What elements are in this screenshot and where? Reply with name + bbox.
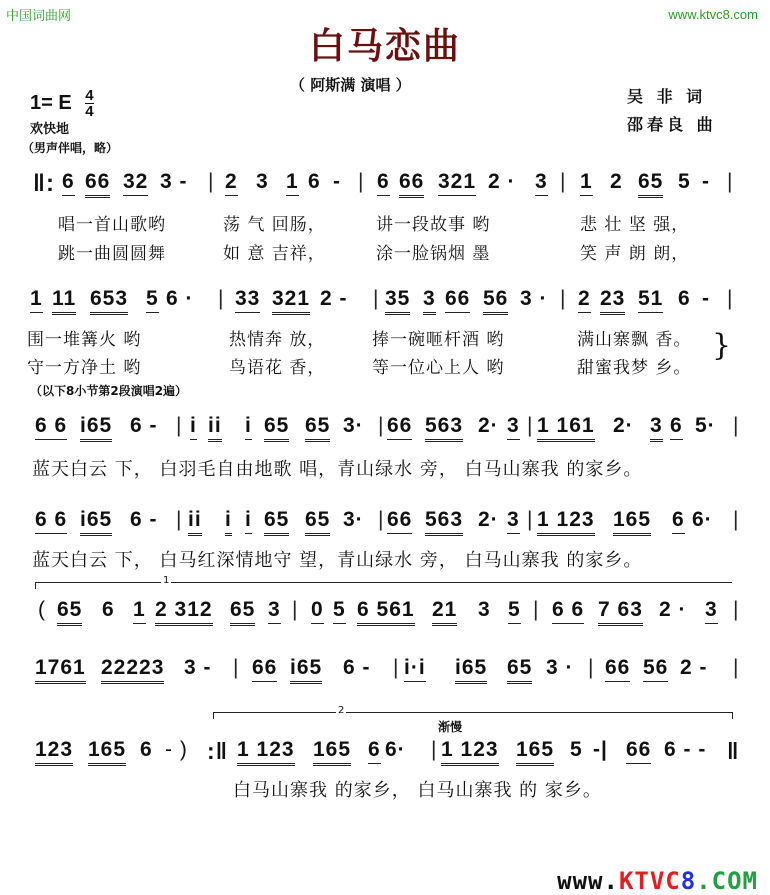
note-group: 165 xyxy=(313,738,351,766)
note-group: 6 xyxy=(368,738,381,764)
note-group: 0 xyxy=(311,598,324,624)
note-group: 3 xyxy=(423,287,436,315)
barline: | xyxy=(393,656,400,679)
barline: | xyxy=(560,287,567,310)
barline: | xyxy=(233,656,240,679)
note-group: i xyxy=(225,508,232,536)
note-group: 6 xyxy=(102,598,115,621)
barline: | xyxy=(588,656,595,679)
note-group: ii xyxy=(188,508,202,536)
note-group: 51 xyxy=(638,287,663,313)
note-group: 5 xyxy=(333,598,346,624)
note-group: 65 xyxy=(638,170,663,198)
note-group: 21 xyxy=(432,598,457,626)
verse-brace: } xyxy=(712,328,732,363)
note-group: 653 xyxy=(90,287,128,315)
note-group: 1 123 xyxy=(237,738,295,766)
note-group: 3 · xyxy=(520,287,548,310)
note-group: 6 - xyxy=(130,508,158,531)
note-group: 22223 xyxy=(101,656,164,684)
note-group: 563 xyxy=(425,508,463,536)
note-group: 5· xyxy=(695,414,716,437)
note-group: 6 xyxy=(140,738,153,761)
barline: | xyxy=(733,414,740,437)
note-group: 563 xyxy=(425,414,463,442)
note-group: 6 561 xyxy=(357,598,415,626)
repeat-start: ‖: xyxy=(33,170,55,197)
repeat-instruction: （以下8小节第2段演唱2遍） xyxy=(30,384,188,398)
note-group: 11 xyxy=(52,287,76,315)
note-group: 35 xyxy=(385,287,410,315)
note-group: 6 xyxy=(670,414,683,440)
note-group: 56 xyxy=(483,287,508,315)
note-group: 3 xyxy=(705,598,718,624)
note-group: 1761 xyxy=(35,656,86,684)
note-group: 5 xyxy=(146,287,159,313)
final-barline: ‖ xyxy=(727,738,740,764)
note-group: 32 xyxy=(123,170,148,196)
lyricist-credit: 吴 非 词 xyxy=(627,87,707,106)
paren-open: ( xyxy=(38,598,46,621)
note-group: 165 xyxy=(613,508,651,536)
lyric-chorus-1: 蓝天白云 下， 白羽毛自由地歌 唱，青山绿水 旁， 白马山寨我 的家乡。 xyxy=(32,459,643,480)
note-group: 66 xyxy=(399,170,424,198)
note-group: 3 - xyxy=(184,656,212,679)
volta-bracket-2: 2 xyxy=(213,712,733,719)
barline: | xyxy=(527,508,534,531)
note-group: 5 xyxy=(678,170,691,193)
note-group: 165 xyxy=(516,738,554,766)
barline: | xyxy=(733,598,740,621)
note-group: 7 63 xyxy=(598,598,643,626)
note-group: 3 xyxy=(256,170,269,193)
note-group: 65 xyxy=(507,656,532,684)
note-group: 2 - xyxy=(320,287,348,310)
barline: | xyxy=(378,508,385,531)
note-group: 6 xyxy=(308,170,321,193)
note-group: 65 xyxy=(57,598,82,626)
note-group: 6 6 xyxy=(35,414,67,440)
note-group: - ) xyxy=(165,738,188,761)
note-group: 3 xyxy=(268,598,281,624)
repeat-end: :‖ xyxy=(207,738,229,764)
song-title: 白马恋曲 xyxy=(308,26,461,67)
note-group: 1 xyxy=(580,170,593,196)
site-url-right: www.ktvc8.com xyxy=(668,7,758,22)
note-group: - xyxy=(702,170,710,193)
note-group: 6 - - xyxy=(664,738,707,761)
note-group: ii xyxy=(208,414,222,442)
barline: | xyxy=(533,598,540,621)
composer-credit: 邵春良 曲 xyxy=(627,115,717,134)
note-group: 56 xyxy=(643,656,668,682)
note-group: 23 xyxy=(600,287,625,315)
note-group: 2 xyxy=(610,170,623,193)
note-group: 3 xyxy=(478,598,491,621)
time-sig-bottom: 4 xyxy=(85,103,94,120)
note-group: i xyxy=(245,414,252,440)
note-group: 1 xyxy=(133,598,146,624)
barline: | xyxy=(218,287,225,310)
key-label: 1= E xyxy=(30,91,72,114)
note-group: 66 xyxy=(387,508,412,534)
note-group: 3 - xyxy=(160,170,188,193)
note-group: 6 6 xyxy=(552,598,584,624)
volta-bracket-1-ext xyxy=(349,582,732,589)
note-group: 66 xyxy=(85,170,110,198)
note-group: 6 · xyxy=(166,287,194,310)
note-group: 3 · xyxy=(546,656,574,679)
note-group: 2· xyxy=(478,508,499,531)
barline: | xyxy=(358,170,365,193)
note-group: 2 xyxy=(578,287,591,313)
note-group: 6 xyxy=(672,508,685,534)
note-group: 65 xyxy=(230,598,255,626)
lyric-chorus-2: 蓝天白云 下， 白马红深情地守 望，青山绿水 旁， 白马山寨我 的家乡。 xyxy=(32,550,643,571)
note-group: 66 xyxy=(445,287,470,313)
note-group: 3· xyxy=(343,508,364,531)
note-group: 321 xyxy=(272,287,310,315)
note-group: 6· xyxy=(385,738,406,761)
note-group: 65 xyxy=(264,414,289,442)
note-group: i xyxy=(245,508,252,534)
note-group: - xyxy=(702,287,710,310)
note-group: 2 xyxy=(225,170,238,196)
note-group: 1 xyxy=(30,287,43,313)
note-group: 6 - xyxy=(343,656,371,679)
barline: | xyxy=(560,170,567,193)
barline: | xyxy=(373,287,380,310)
accompaniment-note: （男声伴唱，略） xyxy=(22,141,119,155)
note-group: i xyxy=(190,414,197,440)
note-group: 66 xyxy=(252,656,277,682)
barline: | xyxy=(431,738,438,761)
barline: | xyxy=(176,414,183,437)
note-group: - xyxy=(333,170,341,193)
barline: | xyxy=(292,598,299,621)
note-group: -| xyxy=(593,738,608,761)
note-group: 1 123 xyxy=(537,508,595,536)
note-group: 165 xyxy=(88,738,126,766)
site-name-left: 中国词曲网 xyxy=(6,9,72,24)
note-group: 65 xyxy=(305,508,330,536)
note-group: i65 xyxy=(80,414,112,442)
barline: | xyxy=(727,287,734,310)
barline: | xyxy=(733,508,740,531)
note-group: 6 xyxy=(377,170,390,196)
note-group: 321 xyxy=(438,170,476,196)
note-group: 1 xyxy=(286,170,299,196)
note-group: i65 xyxy=(455,656,487,684)
barline: | xyxy=(208,170,215,193)
note-group: 65 xyxy=(264,508,289,536)
singer-credit: （ 阿斯满 演唱 ） xyxy=(290,76,411,94)
note-group: 1 161 xyxy=(537,414,595,442)
note-group: 66 xyxy=(605,656,630,682)
note-group: 6· xyxy=(692,508,713,531)
note-group: i65 xyxy=(80,508,112,536)
note-group: 2 · xyxy=(659,598,687,621)
note-group: 3 xyxy=(507,414,520,440)
ritardando-marking: 渐慢 xyxy=(438,720,463,734)
note-group: 123 xyxy=(35,738,73,766)
barline: | xyxy=(176,508,183,531)
note-group: 65 xyxy=(305,414,330,442)
note-group: 5 xyxy=(570,738,583,761)
watermark-logo: www.KTVC8.COM xyxy=(557,867,758,895)
note-group: 3 xyxy=(507,508,520,534)
lyric-ending: 白马山寨我 的家乡， 白马山寨我 的 家乡。 xyxy=(233,780,602,801)
note-group: 2· xyxy=(478,414,499,437)
note-group: 66 xyxy=(626,738,651,764)
note-group: i65 xyxy=(290,656,322,684)
note-group: 6 - xyxy=(130,414,158,437)
note-group: 6 6 xyxy=(35,508,67,534)
note-group: 2· xyxy=(613,414,634,437)
note-group: 2 312 xyxy=(155,598,213,626)
note-group: 2 - xyxy=(680,656,708,679)
barline: | xyxy=(727,170,734,193)
barline: | xyxy=(378,414,385,437)
note-group: 6 xyxy=(62,170,75,196)
note-group: 5 xyxy=(508,598,521,624)
note-group: 3· xyxy=(343,414,364,437)
note-group: i·i xyxy=(404,656,426,682)
note-group: 2 · xyxy=(488,170,516,193)
barline: | xyxy=(733,656,740,679)
note-group: 6 xyxy=(678,287,691,310)
note-group: 3 xyxy=(535,170,548,196)
key-signature xyxy=(30,88,94,119)
note-group: 1 123 xyxy=(441,738,499,766)
time-sig-top: 4 xyxy=(85,87,94,104)
barline: | xyxy=(527,414,534,437)
note-group: 66 xyxy=(387,414,412,440)
volta-bracket-1: 1 xyxy=(35,582,350,589)
note-group: 3 xyxy=(650,414,663,442)
time-signature xyxy=(85,88,93,119)
tempo-marking: 欢快地 xyxy=(30,122,70,137)
note-group: 33 xyxy=(235,287,260,313)
